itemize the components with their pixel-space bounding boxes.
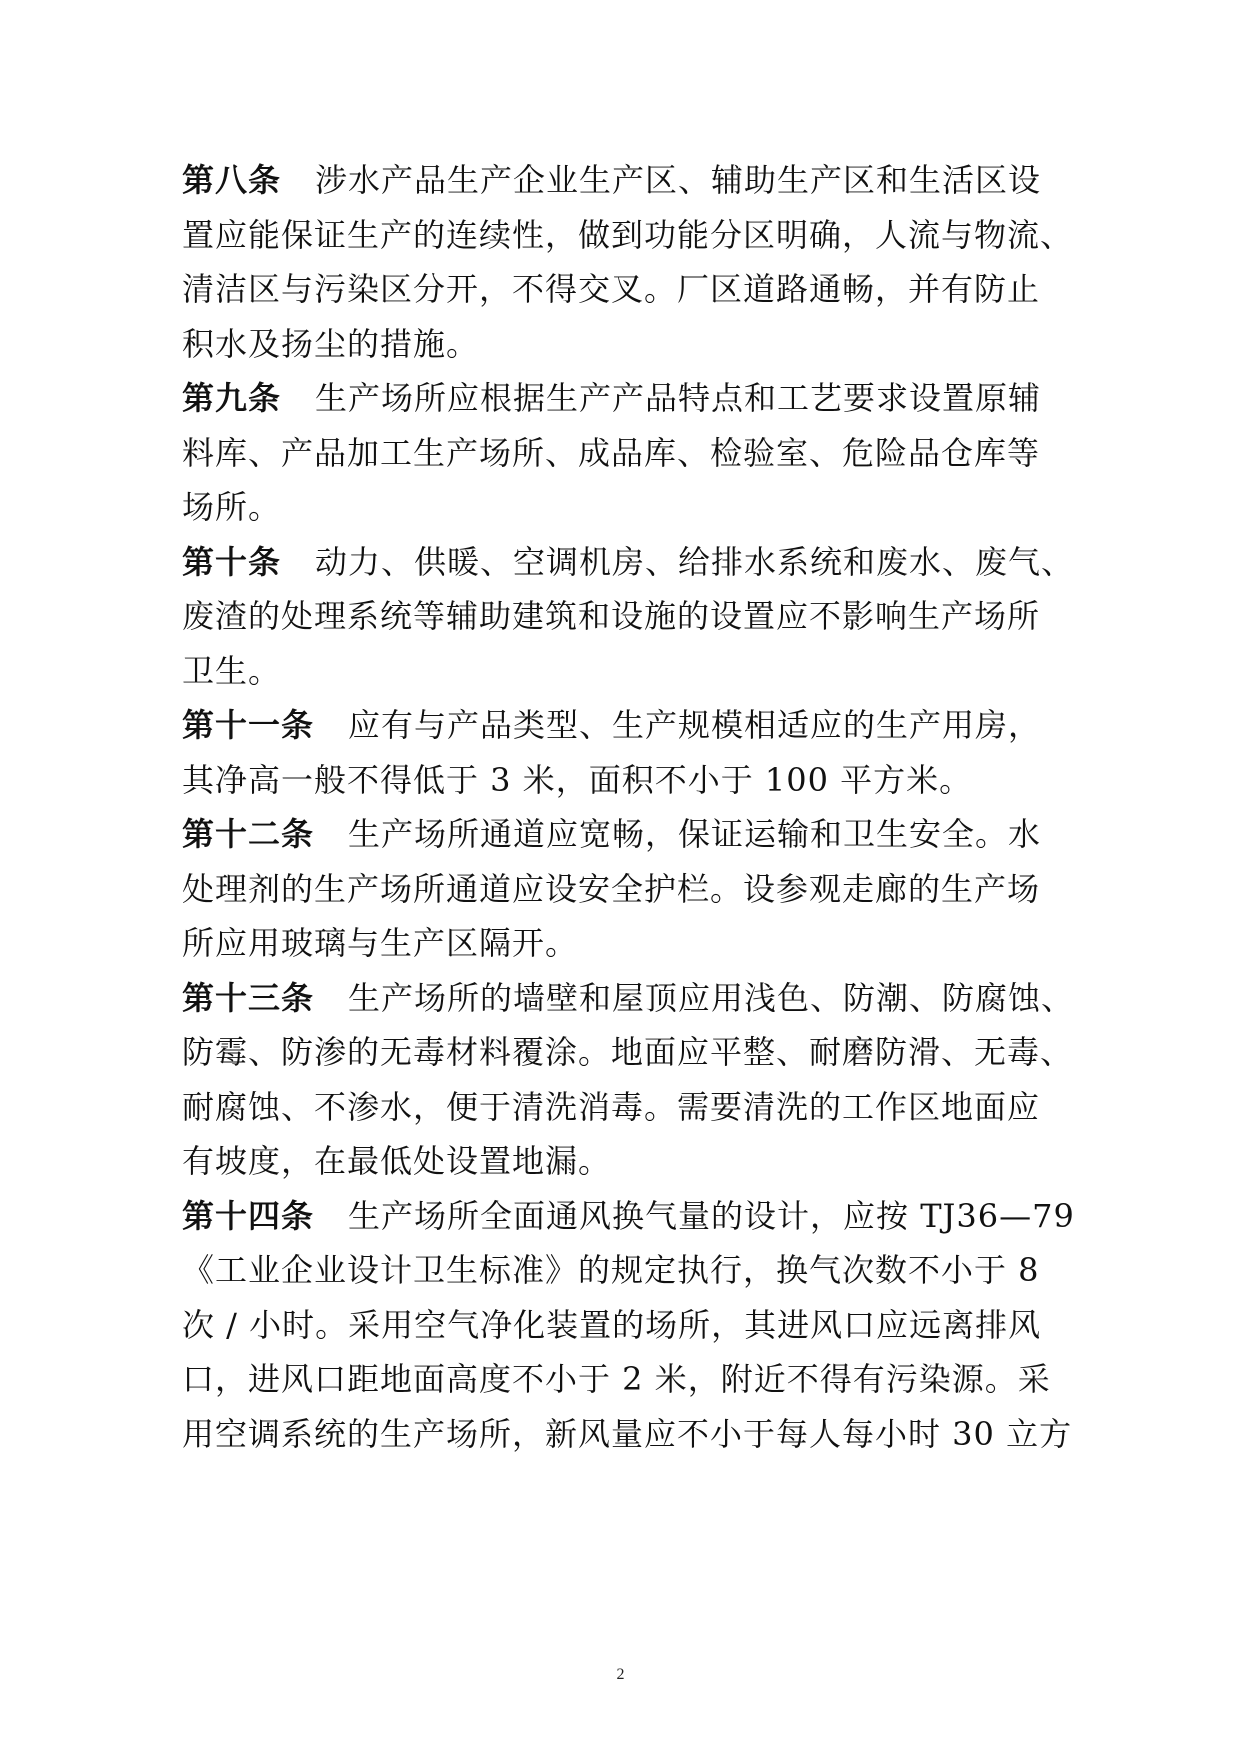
- article-text: 积水及扬尘的措施。: [182, 324, 480, 363]
- document-body: [182, 153, 1075, 1461]
- article-text: 料库、产品加工生产场所、成品库、检验室、危险品仓库等: [182, 433, 1041, 472]
- article-8-line-1: [182, 153, 1067, 208]
- article-text: 涉水产品生产企业生产区、辅助生产区和生活区设: [315, 161, 1042, 199]
- article-13-heading: 第十三条: [182, 978, 315, 1017]
- article-14-line-1: [182, 1189, 1075, 1244]
- article-9-heading: 第九条: [182, 379, 282, 417]
- article-text: 卫生。: [182, 651, 282, 690]
- article-10-line-1: [182, 535, 1075, 590]
- article-14-heading: 第十四条: [182, 1196, 315, 1235]
- article-text: 动力、供暖、空调机房、给排水系统和废水、废气、: [315, 542, 1075, 581]
- article-text: 处理剂的生产场所通道应设安全护栏。设参观走廊的生产场: [182, 869, 1041, 908]
- article-text: 有坡度，在最低处设置地漏。: [182, 1142, 612, 1180]
- article-13-line-1: [182, 971, 1075, 1026]
- article-text: 生产场所的墙壁和屋顶应用浅色、防潮、防腐蚀、: [348, 978, 1075, 1017]
- article-text: 次 / 小时。采用空气净化装置的场所，其进风口应远离排风: [182, 1305, 1042, 1344]
- article-11-line-1: [182, 698, 1067, 753]
- article-9-line-1: [182, 371, 1067, 426]
- article-text: 生产场所应根据生产产品特点和工艺要求设置原辅: [315, 379, 1042, 417]
- article-text: 所应用玻璃与生产区隔开。: [182, 924, 579, 962]
- article-text: 应有与产品类型、生产规模相适应的生产用房，: [348, 706, 1042, 744]
- article-text: 防霉、防渗的无毒材料覆涂。地面应平整、耐磨防滑、无毒、: [182, 1033, 1074, 1071]
- article-text: 生产场所全面通风换气量的设计，应按 TJ36—79: [348, 1196, 1075, 1235]
- page-number: 2: [616, 1666, 625, 1683]
- article-12-heading: 第十二条: [182, 815, 315, 853]
- article-10-heading: 第十条: [182, 542, 282, 581]
- article-12-line-1: [182, 807, 1067, 862]
- article-text: 《工业企业设计卫生标准》的规定执行，换气次数不小于 8: [182, 1251, 1040, 1289]
- article-text: 生产场所通道应宽畅，保证运输和卫生安全。水: [348, 815, 1042, 853]
- article-text: 耐腐蚀、不渗水，便于清洗消毒。需要清洗的工作区地面应: [182, 1087, 1041, 1126]
- article-text: 置应能保证生产的连续性，做到功能分区明确，人流与物流、: [182, 215, 1074, 254]
- article-text: 清洁区与污染区分开，不得交叉。厂区道路通畅，并有防止: [182, 270, 1041, 308]
- article-text: 用空调系统的生产场所，新风量应不小于每人每小时 30 立方: [182, 1414, 1073, 1453]
- article-text: 口，进风口距地面高度不小于 2 米，附近不得有污染源。采: [182, 1360, 1051, 1398]
- article-text: 场所。: [182, 488, 282, 526]
- article-8-heading: 第八条: [182, 161, 282, 199]
- article-11-heading: 第十一条: [182, 706, 315, 744]
- article-text: 其净高一般不得低于 3 米，面积不小于 100 平方米。: [182, 760, 973, 799]
- article-text: 废渣的处理系统等辅助建筑和设施的设置应不影响生产场所: [182, 597, 1041, 635]
